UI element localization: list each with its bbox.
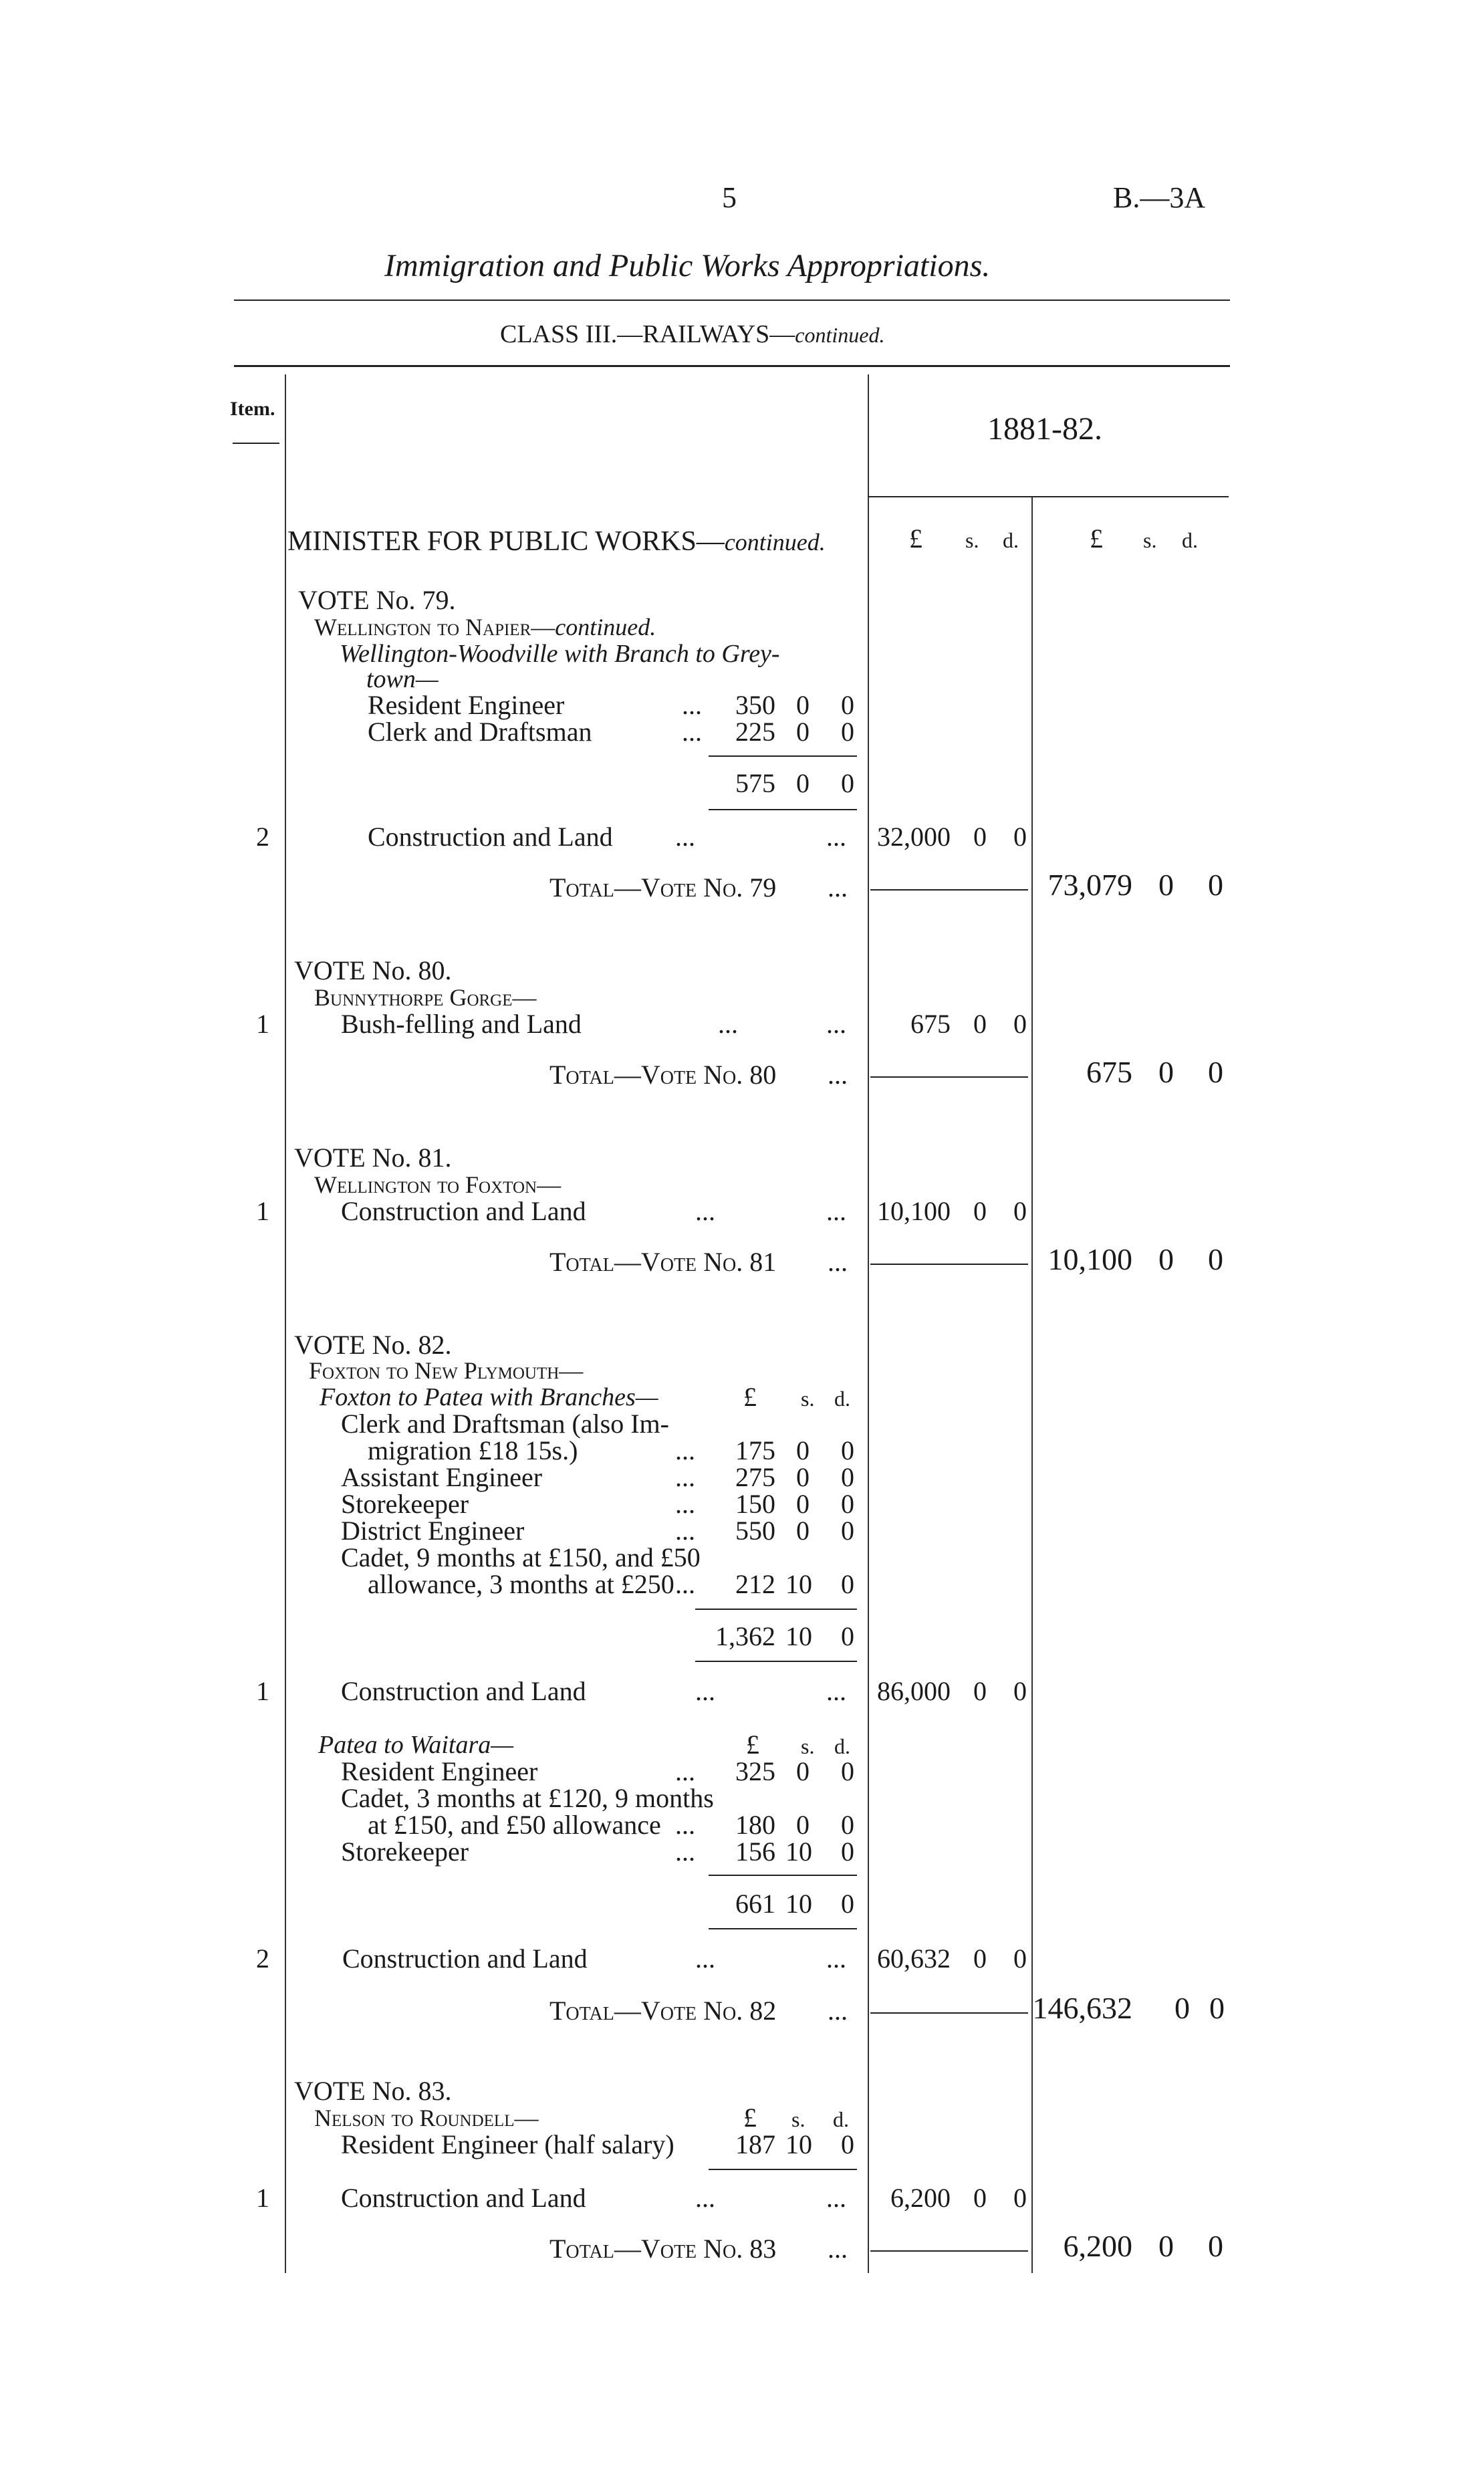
vote-79-line: Wellington to Napier—continued. (314, 614, 656, 640)
vote-79-section: Wellington-Woodville with Branch to Grey- (340, 640, 780, 668)
shilling-header-2: s. (1143, 528, 1157, 552)
class-heading-rule (234, 365, 1230, 367)
vote-83-heading: VOTE No. 83. (294, 2076, 452, 2106)
vote-82-b-shilling-header: s. (801, 1734, 815, 1758)
vote-80-heading: VOTE No. 80. (294, 955, 452, 985)
vote-80-item-number: 1 (256, 1009, 269, 1039)
document-code: B.—3A (1113, 181, 1206, 214)
pence-header-1: d. (1003, 528, 1019, 552)
vote-83-item-number: 1 (256, 2183, 269, 2213)
vote-83-pound-header: £ (743, 2103, 757, 2133)
vote-82-pound-header: £ (743, 1382, 757, 1412)
minister-heading: MINISTER FOR PUBLIC WORKS—continued. (287, 526, 826, 557)
vote-79-subtotal-rule (709, 755, 857, 757)
vote-81-item-number: 1 (256, 1196, 269, 1226)
vote-82-section-a: Foxton to Patea with Branches— (320, 1383, 658, 1411)
vote-82-line: Foxton to New Plymouth— (309, 1357, 584, 1384)
class-heading: CLASS III.—RAILWAYS—continued. (500, 320, 885, 348)
page-title: Immigration and Public Works Appropriations. (384, 248, 991, 283)
vote-79-section-cont: town— (366, 665, 439, 693)
shilling-header-1: s. (965, 528, 979, 552)
vote-79-subtotal-underline (709, 809, 857, 810)
year-header-rule (868, 496, 1229, 497)
vote-81-line: Wellington to Foxton— (314, 1171, 562, 1198)
vote-80-line: Bunnythorpe Gorge— (314, 984, 537, 1011)
vote-83-pence-header: d. (833, 2107, 849, 2131)
pence-header-2: d. (1182, 528, 1198, 552)
vote-83-shilling-header: s. (791, 2107, 806, 2131)
vote-79-heading: VOTE No. 79. (298, 585, 456, 615)
item-column-header: Item. (230, 398, 275, 420)
item-header-rule (233, 443, 279, 444)
vote-82-item-a-number: 1 (256, 1676, 269, 1706)
vote-82-section-b: Patea to Waitara— (318, 1731, 514, 1759)
vote-81-heading: VOTE No. 81. (294, 1143, 452, 1173)
vote-83-line: Nelson to Roundell— (314, 2105, 539, 2131)
vote-82-pence-header: d. (834, 1387, 850, 1411)
vote-79-item-number: 2 (256, 822, 269, 852)
title-rule (234, 300, 1230, 301)
pound-header-2: £ (1090, 523, 1103, 554)
vote-82-subtotal-a-underline (695, 1661, 857, 1662)
pound-header-1: £ (909, 523, 922, 554)
item-column-divider (285, 374, 286, 2273)
vote-82-subtotal-b-rule (709, 1875, 857, 1876)
year-column-header: 1881-82. (987, 411, 1102, 447)
vote-82-shilling-header: s. (801, 1387, 815, 1411)
vote-82-subtotal-b-underline (709, 1928, 857, 1929)
vote-82-subtotal-a-rule (695, 1609, 857, 1610)
vote-83-subtotal-rule (709, 2169, 857, 2170)
page-number: 5 (722, 181, 737, 214)
vote-82-heading: VOTE No. 82. (294, 1330, 452, 1360)
vote-82-b-pence-header: d. (834, 1734, 850, 1758)
description-column-divider (868, 374, 869, 2273)
vote-82-item-b-number: 2 (256, 1943, 269, 1974)
vote-82-b-pound-header: £ (746, 1730, 759, 1760)
